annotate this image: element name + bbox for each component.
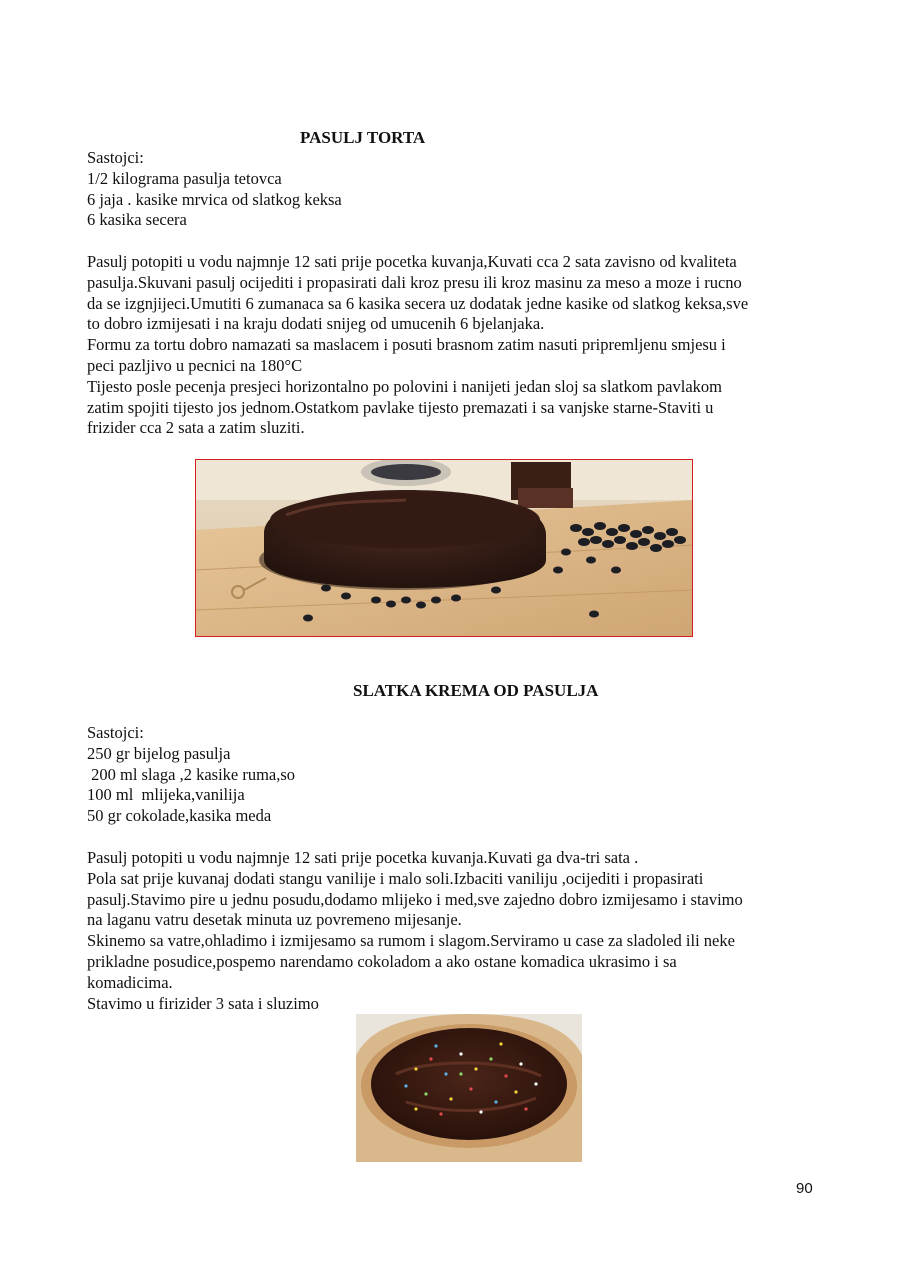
ingredient-line: 50 gr cokolade,kasika meda [87, 806, 272, 826]
bean-cake-photo [195, 459, 693, 637]
instruction-line: da se izgnjijeci.Umutiti 6 zumanaca sa 6 kasika secera uz dodatak jedne kasike od slatkog keksa,sve [87, 293, 749, 313]
instruction-line: to dobro izmijesati i na kraju dodati snijeg od umucenih 6 bjelanjaka. [87, 314, 545, 334]
instruction-line: Pasulj potopiti u vodu najmnje 12 sati prije pocetka kuvanja,Kuvati cca 2 sata zavisno od kvaliteta [87, 252, 737, 271]
ingredient-line: 250 gr bijelog pasulja [87, 743, 231, 763]
recipe-instructions [87, 848, 827, 1014]
instruction-line: pasulja.Skuvani pasulj ocijediti i propasirati dali kroz presu ili kroz masinu za meso a moze i rucno [87, 272, 742, 292]
recipe-ingredients [87, 148, 827, 231]
instruction-line: zatim spojiti tijesto jos jednom.Ostatkom pavlake tijesto premazati i sa vanjske starne-Staviti u [87, 397, 714, 417]
page-number: 90 [796, 1180, 813, 1197]
recipe-ingredients [87, 723, 827, 827]
ingredient-line: 100 ml mlijeka,vanilija [87, 785, 245, 805]
instruction-line: komadicima. [87, 972, 173, 992]
recipe-instructions [87, 252, 827, 439]
ingredient-line: 1/2 kilograma pasulja tetovca [87, 168, 282, 188]
instruction-line: pasulj.Stavimo pire u jednu posudu,dodamo mlijeko i med,sve zajedno dobro izmijesamo i stavimo [87, 889, 743, 909]
ingredients-heading: Sastojci: [87, 148, 144, 167]
instruction-line: Stavimo u firizider 3 sata i sluzimo [87, 993, 319, 1013]
instruction-line: frizider cca 2 sata a zatim sluziti. [87, 418, 305, 438]
instruction-line: peci pazljivo u pecnici na 180°C [87, 355, 303, 375]
ingredient-line: 6 kasika secera [87, 210, 187, 230]
recipe-title: PASULJ TORTA [300, 128, 426, 147]
bean-cream-photo [356, 1014, 582, 1162]
recipe-title: SLATKA KREMA OD PASULJA [353, 681, 599, 700]
bean-cream-illustration [356, 1014, 582, 1162]
ingredient-line: 6 jaja . kasike mrvica od slatkog keksa [87, 189, 342, 209]
instruction-line: Skinemo sa vatre,ohladimo i izmijesamo sa rumom i slagom.Serviramo u case za sladoled ili neke [87, 931, 735, 951]
instruction-line: Formu za tortu dobro namazati sa maslacem i posuti brasnom zatim nasuti pripremljenu smjesu i [87, 335, 726, 355]
instruction-line: prikladne posudice,pospemo narendamo cokoladom a ako ostane komadica ukrasimo i sa [87, 951, 677, 971]
ingredients-heading: Sastojci: [87, 723, 144, 742]
instruction-line: Tijesto posle pecenja presjeci horizontalno po polovini i nanijeti jedan sloj sa slatkom pavlakom [87, 376, 722, 396]
instruction-line: na laganu vatru desetak minuta uz povremeno mijesanje. [87, 910, 462, 930]
instruction-line: Pasulj potopiti u vodu najmnje 12 sati prije pocetka kuvanja.Kuvati ga dva-tri sata . [87, 848, 639, 867]
ingredient-line: 200 ml slaga ,2 kasike ruma,so [87, 764, 296, 784]
instruction-line: Pola sat prije kuvanaj dodati stangu vanilije i malo soli.Izbaciti vaniliju ,ocijediti i propasirati [87, 868, 704, 888]
bean-cake-illustration [196, 460, 693, 637]
